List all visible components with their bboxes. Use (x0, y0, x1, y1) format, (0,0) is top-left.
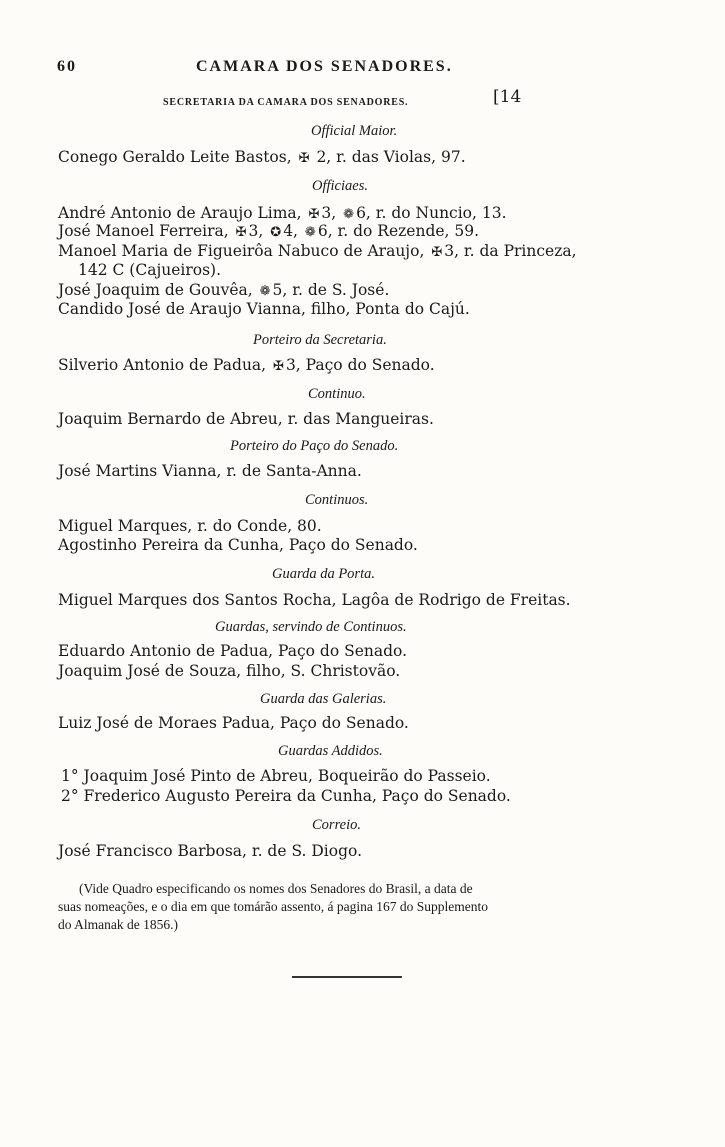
rose-icon: ❁ (259, 284, 271, 299)
entry-silverio: Silverio Antonio de Padua, ✠ 3, Paço do Senado. (58, 356, 435, 374)
entry-manoel-ferreira: José Manoel Ferreira, ✠ 3, ✪ 4, ❁ 6, r. do Rezende, 59. (58, 222, 480, 240)
cross-icon: ✠ (298, 151, 310, 166)
cross-icon: ✠ (308, 207, 320, 222)
note-line-1: (Vide Quadro especificando os nomes dos Senadores do Brasil, a data de (79, 881, 473, 896)
rose-icon: ❁ (304, 225, 316, 240)
entry-candido: Candido José de Araujo Vianna, filho, Ponta do Cajú. (58, 300, 470, 318)
entry-miguel-rocha: Miguel Marques dos Santos Rocha, Lagôa de Rodrigo de Freitas. (58, 591, 571, 609)
note-line-3: do Almanak de 1856.) (58, 917, 178, 932)
section-correio: Correio. (312, 817, 362, 833)
entry-andre: André Antonio de Araujo Lima, ✠ 3, ❁ 6, r. do Nuncio, 13. (58, 204, 507, 222)
entry-geraldo: Conego Geraldo Leite Bastos, ✠ 2, r. das Violas, 97. (58, 148, 466, 166)
section-guardas-servindo: Guardas, servindo de Continuos. (215, 619, 407, 635)
entry-addido-1: 1° Joaquim José Pinto de Abreu, Boqueirão do Passeio. (61, 767, 491, 785)
page-subtitle: SECRETARIA DA CAMARA DOS SENADORES. (163, 97, 409, 108)
entry-eduardo: Eduardo Antonio de Padua, Paço do Senado. (58, 642, 407, 660)
entry-addido-2: 2° Frederico Augusto Pereira da Cunha, Paço do Senado. (61, 787, 511, 805)
section-guarda-porta: Guarda da Porta. (272, 566, 375, 582)
section-porteiro-secretaria: Porteiro da Secretaria. (253, 332, 387, 348)
cross-icon: ✠ (431, 245, 443, 260)
cross-icon: ✠ (235, 225, 247, 240)
bracket-mark: [14 (493, 87, 522, 107)
entry-gouvea: José Joaquim de Gouvêa, ❁ 5, r. de S. José. (58, 281, 390, 299)
section-officiaes: Officiaes. (312, 178, 368, 194)
entry-miguel-conde: Miguel Marques, r. do Conde, 80. (58, 517, 322, 535)
closing-rule (292, 976, 402, 978)
cross-icon: ✠ (273, 359, 284, 374)
section-official-maior: Official Maior. (311, 123, 398, 139)
page-title: CAMARA DOS SENADORES. (196, 58, 453, 75)
rose-icon: ❁ (343, 207, 355, 222)
entry-manoel-maria-cont: 142 C (Cajueiros). (78, 261, 222, 279)
section-porteiro-paco: Porteiro do Paço do Senado. (230, 438, 399, 454)
section-continuos: Continuos. (305, 492, 369, 508)
entry-martins: José Martins Vianna, r. de Santa-Anna. (58, 462, 362, 480)
note-line-2: suas nomeações, e o dia em que tomárão assento, á pagina 167 do Supplemento (58, 899, 489, 914)
entry-barbosa: José Francisco Barbosa, r. de S. Diogo. (58, 842, 362, 860)
section-guarda-galerias: Guarda das Galerias. (260, 691, 387, 707)
page-number: 60 (57, 58, 77, 75)
section-continuo: Continuo. (308, 386, 366, 402)
entry-luiz: Luiz José de Moraes Padua, Paço do Senado. (58, 714, 409, 732)
entry-agostinho: Agostinho Pereira da Cunha, Paço do Senado. (58, 536, 418, 554)
section-guardas-addidos: Guardas Addidos. (278, 743, 383, 759)
entry-joaquim-bernardo: Joaquim Bernardo de Abreu, r. das Mangueiras. (58, 410, 434, 428)
medal-icon: ✪ (270, 225, 282, 240)
entry-manoel-maria: Manoel Maria de Figueirôa Nabuco de Araujo, ✠ 3, r. da Princeza, (58, 242, 577, 260)
entry-joaquim-souza: Joaquim José de Souza, filho, S. Christovão. (58, 662, 401, 680)
